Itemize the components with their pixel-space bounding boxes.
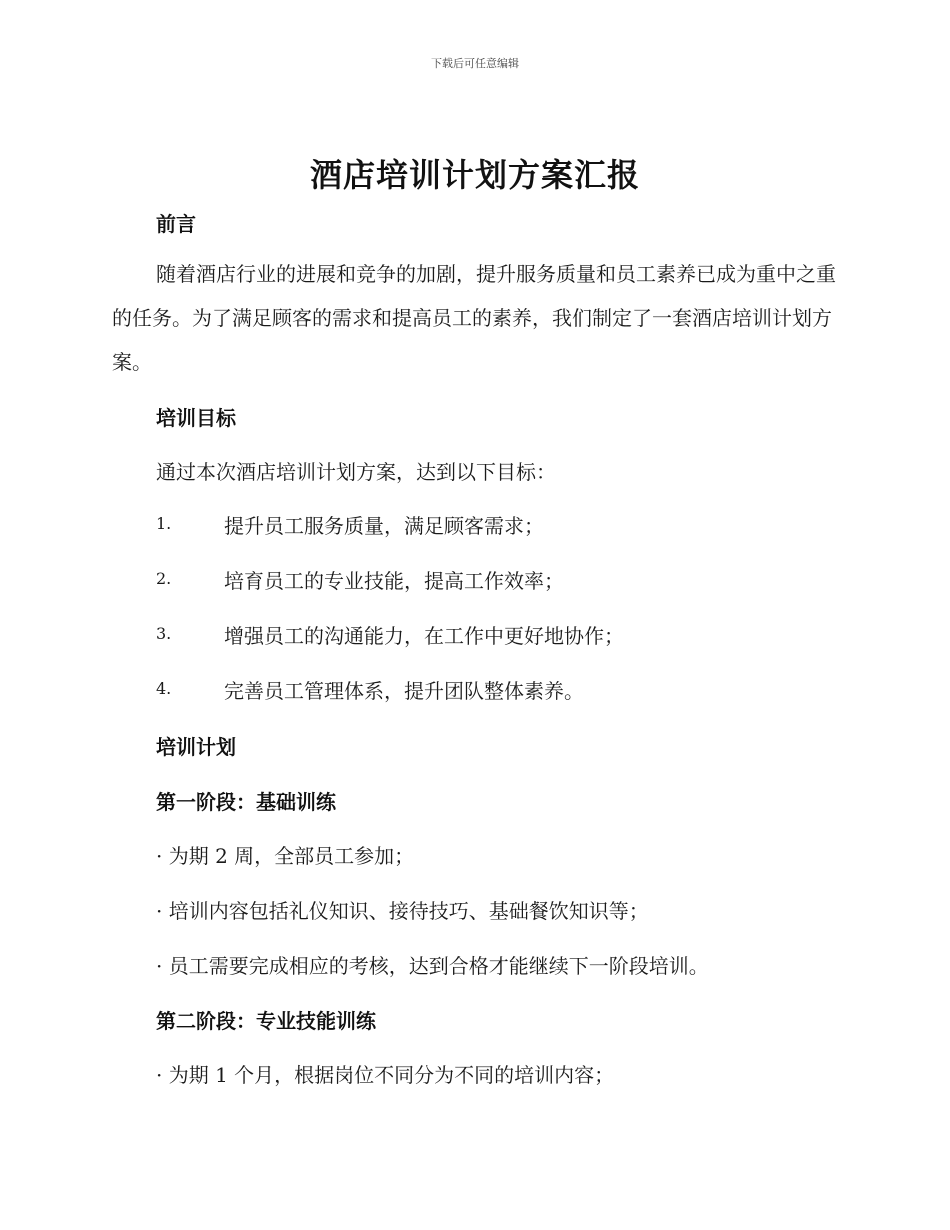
plan-heading: 培训计划	[156, 735, 236, 759]
goals-heading: 培训目标	[156, 406, 236, 430]
goal-number: 2.	[156, 569, 172, 588]
goal-item: 培育员工的专业技能，提高工作效率；	[224, 569, 564, 593]
goal-item: 增强员工的沟通能力，在工作中更好地协作；	[224, 624, 624, 648]
goal-number: 4.	[156, 679, 172, 698]
stage1-bullet: · 员工需要完成相应的考核，达到合格才能继续下一阶段培训。	[156, 954, 709, 978]
stage1-heading: 第一阶段：基础训练	[156, 790, 336, 814]
header-note: 下载后可任意编辑	[431, 57, 519, 70]
preface-paragraph: 随着酒店行业的进展和竞争的加剧，提升服务质量和员工素养已成为重中之重的任务。为了满足顾客的需求和提高员工的素养，我们制定了一套酒店培训计划方案。	[112, 262, 836, 374]
stage1-bullet: · 培训内容包括礼仪知识、接待技巧、基础餐饮知识等；	[156, 899, 649, 923]
goal-number: 3.	[156, 624, 172, 643]
goal-item: 完善员工管理体系，提升团队整体素养。	[224, 679, 584, 703]
goal-item: 提升员工服务质量，满足顾客需求；	[224, 514, 544, 538]
stage2-bullet: · 为期 1 个月，根据岗位不同分为不同的培训内容；	[156, 1063, 615, 1087]
stage2-heading: 第二阶段：专业技能训练	[156, 1009, 376, 1033]
document-title: 酒店培训计划方案汇报	[309, 156, 640, 194]
stage1-bullet: · 为期 2 周，全部员工参加；	[156, 844, 415, 868]
preface-heading: 前言	[156, 212, 196, 236]
goal-number: 1.	[156, 514, 172, 533]
goals-intro: 通过本次酒店培训计划方案，达到以下目标：	[156, 460, 556, 484]
